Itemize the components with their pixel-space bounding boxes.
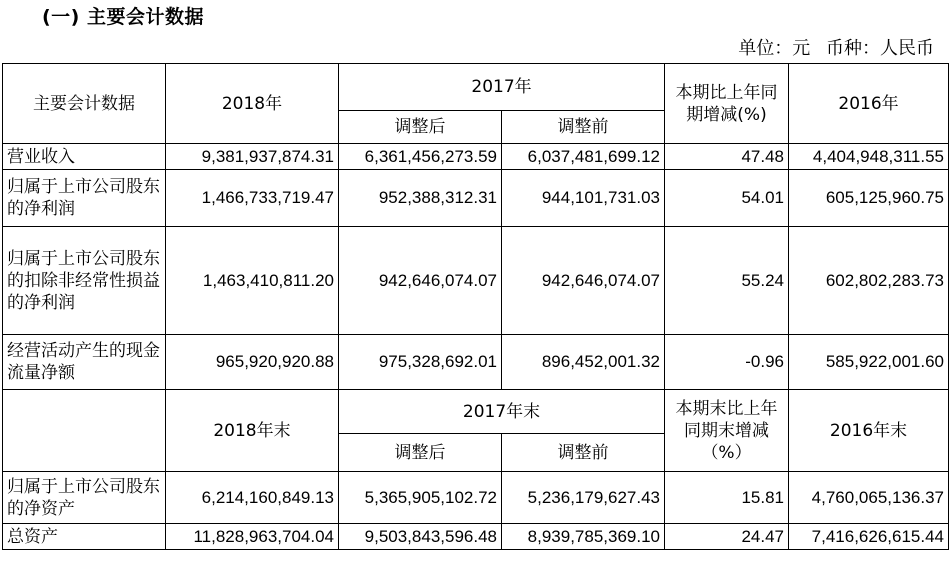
cell-2018: 9,381,937,874.31 — [166, 144, 339, 170]
cell-2017-after: 9,503,843,596.48 — [339, 524, 502, 550]
cell-2017-before: 8,939,785,369.10 — [502, 524, 665, 550]
row-label: 总资产 — [3, 524, 166, 550]
header-adjusted-after: 调整后 — [339, 111, 502, 144]
row-label: 归属于上市公司股东的净资产 — [3, 472, 166, 524]
cell-2016: 585,922,001.60 — [789, 335, 949, 390]
header-row-2 — [3, 390, 949, 434]
cell-2018: 6,214,160,849.13 — [166, 472, 339, 524]
header2-change: 本期末比上年同期末增减（%） — [665, 390, 789, 472]
header2-adjusted-before: 调整前 — [502, 434, 665, 472]
header2-2018: 2018年末 — [166, 390, 339, 472]
header-adjusted-before: 调整前 — [502, 111, 665, 144]
section-heading: (一) 主要会计数据 — [42, 6, 204, 28]
cell-2017-before: 944,101,731.03 — [502, 170, 665, 227]
unit-currency-line — [728, 34, 934, 60]
row-label: 归属于上市公司股东的扣除非经常性损益的净利润 — [3, 227, 166, 335]
row-label: 归属于上市公司股东的净利润 — [3, 170, 166, 227]
cell-2017-before: 942,646,074.07 — [502, 227, 665, 335]
header2-adjusted-after: 调整后 — [339, 434, 502, 472]
cell-change: 54.01 — [665, 170, 789, 227]
cell-2018: 1,466,733,719.47 — [166, 170, 339, 227]
header-2017: 2017年 — [339, 64, 665, 111]
table-row — [3, 524, 949, 550]
table-row — [3, 227, 949, 335]
cell-2018: 1,463,410,811.20 — [166, 227, 339, 335]
header-2018: 2018年 — [166, 64, 339, 144]
header-2016: 2016年 — [789, 64, 949, 144]
cell-2016: 4,760,065,136.37 — [789, 472, 949, 524]
unit-label: 单位：元 — [738, 38, 811, 59]
header-label-col: 主要会计数据 — [3, 64, 166, 144]
table-row — [3, 335, 949, 390]
cell-2017-before: 896,452,001.32 — [502, 335, 665, 390]
accounting-data-table — [2, 63, 949, 550]
cell-change: 55.24 — [665, 227, 789, 335]
header2-2016: 2016年末 — [789, 390, 949, 472]
cell-2017-before: 6,037,481,699.12 — [502, 144, 665, 170]
cell-change: 47.48 — [665, 144, 789, 170]
cell-change: 15.81 — [665, 472, 789, 524]
cell-2017-after: 975,328,692.01 — [339, 335, 502, 390]
cell-2017-after: 6,361,456,273.59 — [339, 144, 502, 170]
cell-2018: 11,828,963,704.04 — [166, 524, 339, 550]
cell-2017-after: 952,388,312.31 — [339, 170, 502, 227]
table-row — [3, 170, 949, 227]
cell-2018: 965,920,920.88 — [166, 335, 339, 390]
row-label: 营业收入 — [3, 144, 166, 170]
cell-2016: 7,416,626,615.44 — [789, 524, 949, 550]
cell-change: -0.96 — [665, 335, 789, 390]
cell-2016: 605,125,960.75 — [789, 170, 949, 227]
header2-2017: 2017年末 — [339, 390, 665, 434]
header2-label-col — [3, 390, 166, 472]
table-row — [3, 472, 949, 524]
row-label: 经营活动产生的现金流量净额 — [3, 335, 166, 390]
cell-2017-after: 5,365,905,102.72 — [339, 472, 502, 524]
cell-2017-after: 942,646,074.07 — [339, 227, 502, 335]
cell-2016: 4,404,948,311.55 — [789, 144, 949, 170]
cell-2017-before: 5,236,179,627.43 — [502, 472, 665, 524]
table-row — [3, 144, 949, 170]
header-row-1 — [3, 64, 949, 111]
currency-label: 币种：人民币 — [826, 38, 934, 59]
cell-2016: 602,802,283.73 — [789, 227, 949, 335]
header-change: 本期比上年同期增减(%) — [665, 64, 789, 144]
cell-change: 24.47 — [665, 524, 789, 550]
